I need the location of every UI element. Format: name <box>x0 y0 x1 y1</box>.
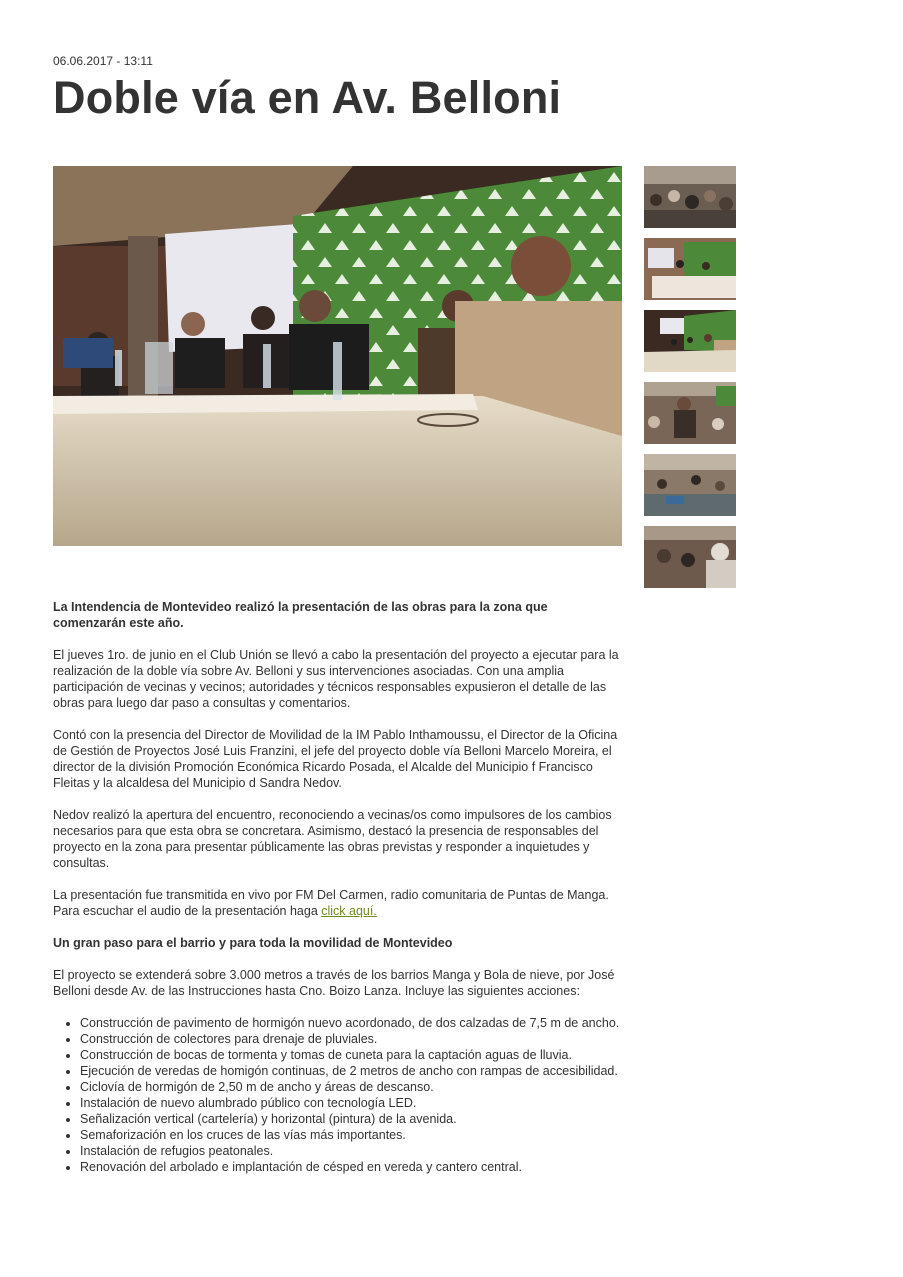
article-date: 06.06.2017 - 13:11 <box>53 54 153 68</box>
list-item: • Renovación del arbolado e implantación de césped en vereda y cantero central. <box>80 1159 623 1175</box>
actions-list <box>53 1015 623 1175</box>
thumbnail-3[interactable] <box>644 310 736 372</box>
thumbnail-2[interactable] <box>644 238 736 300</box>
list-item: • Ciclovía de hormigón de 2,50 m de ancho y áreas de descanso. <box>80 1079 623 1095</box>
main-photo[interactable] <box>53 166 622 546</box>
list-item: • Construcción de colectores para drenaje de pluviales. <box>80 1031 623 1047</box>
thumbnail-6[interactable] <box>644 526 736 588</box>
broadcast-text: La presentación fue transmitida en vivo por FM Del Carmen, radio comunitaria de Puntas de Manga. Para escuchar el audio de la presentación haga <box>53 888 609 918</box>
list-item: • Construcción de bocas de tormenta y tomas de cuneta para la captación aguas de lluvia. <box>80 1047 623 1063</box>
page-title: Doble vía en Av. Belloni <box>53 72 562 123</box>
list-item: • Instalación de nuevo alumbrado público con tecnología LED. <box>80 1095 623 1111</box>
section-subheading: Un gran paso para el barrio y para toda la movilidad de Montevideo <box>53 936 453 950</box>
broadcast-paragraph <box>53 887 623 919</box>
article-paragraph-2: Contó con la presencia del Director de Movilidad de la IM Pablo Inthamoussu, el Director de la Oficina de Gestión de Proyectos José Luis Franzini, el jefe del proyecto doble vía Belloni Marcelo Moreira, el director de la división Promoción Económica Ricardo Posada, el Alcalde del Municipio f Francisco Fleitas y la alcaldesa del Municipio d Sandra Nedov. <box>53 728 618 790</box>
article-paragraph-1: El jueves 1ro. de junio en el Club Unión se llevó a cabo la presentación del proyecto a ejecutar para la realización de la doble vía sobre Av. Belloni y sus intervenciones asociadas. Con una amplia participación de vecinas y vecinos; autoridades y técnicos responsables expusieron el detalle de las obras para luego dar paso a consultas y comentarios. <box>53 648 619 710</box>
thumbnail-4[interactable] <box>644 382 736 444</box>
article-paragraph-3: Nedov realizó la apertura del encuentro, reconociendo a vecinas/os como impulsores de los cambios necesarios para que esta obra se concretara. Asimismo, destacó la presencia de responsables del proyecto en la zona para presentar públicamente las obras previstas y responder a inquietudes y consultas. <box>53 808 612 870</box>
thumbnail-1[interactable] <box>644 166 736 228</box>
list-item: • Ejecución de veredas de homigón continuas, de 2 metros de ancho con rampas de accesibilidad. <box>80 1063 623 1079</box>
list-item: • Construcción de pavimento de hormigón nuevo acordonado, de dos calzadas de 7,5 m de ancho. <box>80 1015 623 1031</box>
list-item: • Semaforización en los cruces de las vías más importantes. <box>80 1127 623 1143</box>
article-body <box>53 599 623 1175</box>
thumbnail-strip <box>644 166 736 598</box>
thumbnail-5[interactable] <box>644 454 736 516</box>
audio-link[interactable]: click aquí. <box>321 904 377 918</box>
project-paragraph: El proyecto se extenderá sobre 3.000 metros a través de los barrios Manga y Bola de nieve, por José Belloni desde Av. de las Instrucciones hasta Cno. Boizo Lanza. Incluye las siguientes acciones: <box>53 968 615 998</box>
article-lead: La Intendencia de Montevideo realizó la presentación de las obras para la zona que comenzarán este año. <box>53 600 548 630</box>
list-item: • Señalización vertical (cartelería) y horizontal (pintura) de la avenida. <box>80 1111 623 1127</box>
list-item: • Instalación de refugios peatonales. <box>80 1143 623 1159</box>
